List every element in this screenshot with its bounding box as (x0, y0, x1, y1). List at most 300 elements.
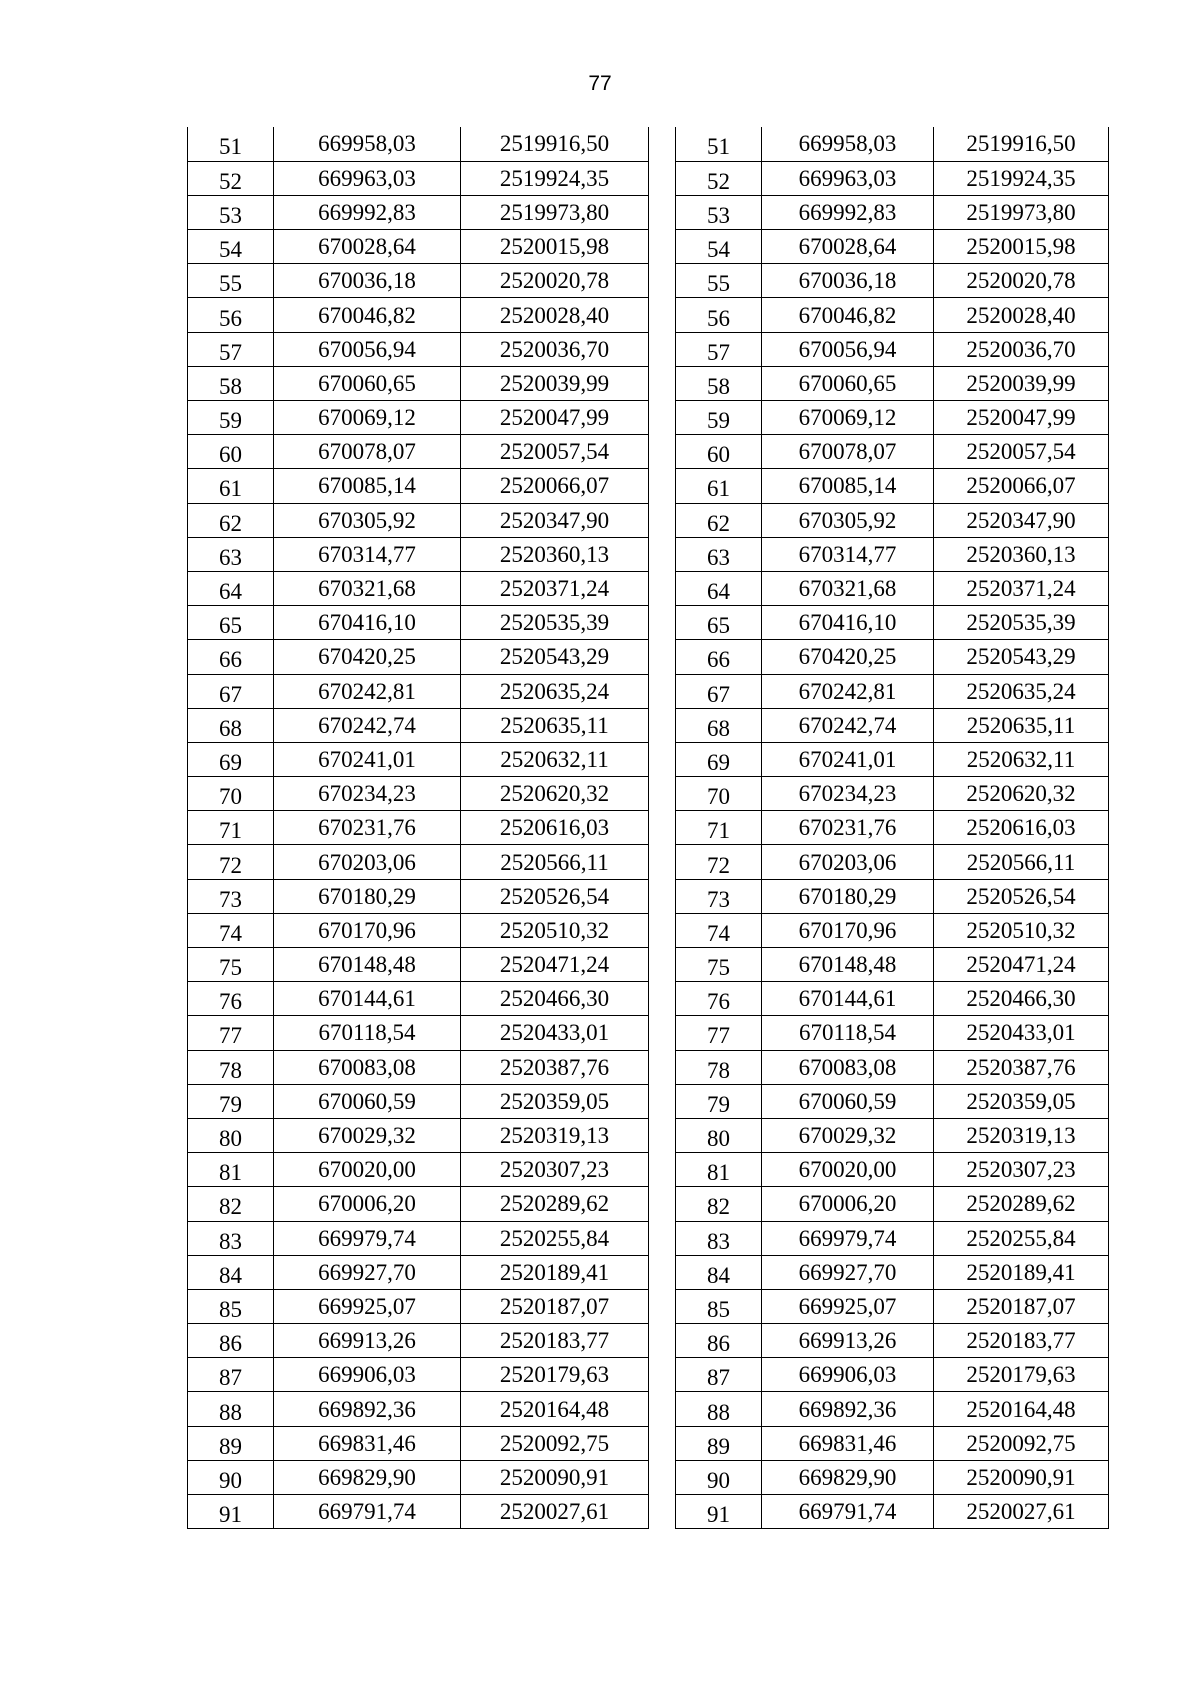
point-number-cell: 66 (188, 640, 274, 674)
x-coordinate-cell: 669925,07 (762, 1289, 934, 1323)
y-coordinate-cell: 2520635,11 (461, 708, 649, 742)
table-row (188, 264, 649, 298)
point-number-cell: 56 (188, 298, 274, 332)
x-coordinate-cell: 669979,74 (762, 1221, 934, 1255)
x-coordinate-cell: 669963,03 (762, 161, 934, 195)
x-coordinate-cell: 670144,61 (274, 982, 461, 1016)
x-coordinate-cell: 670069,12 (274, 401, 461, 435)
y-coordinate-cell: 2520057,54 (461, 435, 649, 469)
point-number-cell: 62 (676, 503, 762, 537)
point-number-cell: 89 (188, 1426, 274, 1460)
y-coordinate-cell: 2519973,80 (461, 195, 649, 229)
y-coordinate-cell: 2520535,39 (461, 606, 649, 640)
y-coordinate-cell: 2520187,07 (461, 1289, 649, 1323)
point-number-cell: 80 (188, 1118, 274, 1152)
table-row (188, 1118, 649, 1152)
y-coordinate-cell: 2520359,05 (461, 1084, 649, 1118)
x-coordinate-cell: 670234,23 (762, 777, 934, 811)
point-number-cell: 81 (676, 1153, 762, 1187)
y-coordinate-cell: 2520289,62 (934, 1187, 1109, 1221)
y-coordinate-cell: 2520090,91 (934, 1460, 1109, 1494)
y-coordinate-cell: 2520289,62 (461, 1187, 649, 1221)
x-coordinate-cell: 669958,03 (762, 127, 934, 161)
table-row (676, 1460, 1109, 1494)
table-row (676, 742, 1109, 776)
table-row (188, 1153, 649, 1187)
y-coordinate-cell: 2520066,07 (934, 469, 1109, 503)
x-coordinate-cell: 669906,03 (762, 1358, 934, 1392)
y-coordinate-cell: 2520036,70 (461, 332, 649, 366)
point-number-cell: 59 (188, 401, 274, 435)
point-number-cell: 56 (676, 298, 762, 332)
x-coordinate-cell: 670006,20 (762, 1187, 934, 1221)
y-coordinate-cell: 2520036,70 (934, 332, 1109, 366)
point-number-cell: 85 (188, 1289, 274, 1323)
y-coordinate-cell: 2520347,90 (461, 503, 649, 537)
point-number-cell: 55 (188, 264, 274, 298)
y-coordinate-cell: 2520319,13 (934, 1118, 1109, 1152)
table-row (676, 1050, 1109, 1084)
table-row (188, 811, 649, 845)
table-row (676, 366, 1109, 400)
y-coordinate-cell: 2520359,05 (934, 1084, 1109, 1118)
y-coordinate-cell: 2520090,91 (461, 1460, 649, 1494)
table-row (676, 845, 1109, 879)
point-number-cell: 77 (676, 1016, 762, 1050)
point-number-cell: 74 (676, 913, 762, 947)
point-number-cell: 59 (676, 401, 762, 435)
x-coordinate-cell: 670241,01 (274, 742, 461, 776)
x-coordinate-cell: 669913,26 (762, 1324, 934, 1358)
y-coordinate-cell: 2520543,29 (934, 640, 1109, 674)
x-coordinate-cell: 669927,70 (274, 1255, 461, 1289)
point-number-cell: 60 (188, 435, 274, 469)
point-number-cell: 52 (188, 161, 274, 195)
table-row (676, 879, 1109, 913)
x-coordinate-cell: 670180,29 (274, 879, 461, 913)
y-coordinate-cell: 2520092,75 (461, 1426, 649, 1460)
table-row (188, 1221, 649, 1255)
point-number-cell: 84 (188, 1255, 274, 1289)
point-number-cell: 80 (676, 1118, 762, 1152)
page-number: 77 (588, 72, 612, 95)
table-row (188, 230, 649, 264)
x-coordinate-cell: 669892,36 (274, 1392, 461, 1426)
x-coordinate-cell: 670078,07 (762, 435, 934, 469)
point-number-cell: 91 (676, 1495, 762, 1529)
x-coordinate-cell: 670170,96 (762, 913, 934, 947)
point-number-cell: 75 (676, 948, 762, 982)
point-number-cell: 91 (188, 1495, 274, 1529)
y-coordinate-cell: 2520020,78 (934, 264, 1109, 298)
table-row (676, 1084, 1109, 1118)
point-number-cell: 82 (188, 1187, 274, 1221)
point-number-cell: 62 (188, 503, 274, 537)
y-coordinate-cell: 2520027,61 (934, 1495, 1109, 1529)
x-coordinate-cell: 670020,00 (274, 1153, 461, 1187)
x-coordinate-cell: 670060,65 (274, 366, 461, 400)
y-coordinate-cell: 2520526,54 (934, 879, 1109, 913)
point-number-cell: 66 (676, 640, 762, 674)
table-row (676, 1187, 1109, 1221)
table-row (676, 640, 1109, 674)
table-row (676, 674, 1109, 708)
x-coordinate-cell: 669831,46 (762, 1426, 934, 1460)
x-coordinate-cell: 670144,61 (762, 982, 934, 1016)
table-row (188, 195, 649, 229)
x-coordinate-cell: 670321,68 (274, 571, 461, 605)
table-row (676, 127, 1109, 161)
y-coordinate-cell: 2519916,50 (934, 127, 1109, 161)
x-coordinate-cell: 670420,25 (274, 640, 461, 674)
y-coordinate-cell: 2520616,03 (461, 811, 649, 845)
table-row (676, 1153, 1109, 1187)
table-row (676, 503, 1109, 537)
y-coordinate-cell: 2520632,11 (461, 742, 649, 776)
table-row (188, 1255, 649, 1289)
y-coordinate-cell: 2520347,90 (934, 503, 1109, 537)
y-coordinate-cell: 2520066,07 (461, 469, 649, 503)
point-number-cell: 71 (676, 811, 762, 845)
x-coordinate-cell: 670060,65 (762, 366, 934, 400)
y-coordinate-cell: 2520179,63 (934, 1358, 1109, 1392)
y-coordinate-cell: 2520183,77 (934, 1324, 1109, 1358)
y-coordinate-cell: 2520371,24 (461, 571, 649, 605)
point-number-cell: 83 (188, 1221, 274, 1255)
y-coordinate-cell: 2520620,32 (461, 777, 649, 811)
point-number-cell: 64 (676, 571, 762, 605)
table-row (676, 537, 1109, 571)
y-coordinate-cell: 2520255,84 (461, 1221, 649, 1255)
x-coordinate-cell: 669958,03 (274, 127, 461, 161)
table-row (188, 1358, 649, 1392)
x-coordinate-cell: 669829,90 (274, 1460, 461, 1494)
table-row (188, 845, 649, 879)
table-row (676, 469, 1109, 503)
coordinates-table-left (187, 127, 649, 1529)
y-coordinate-cell: 2520028,40 (934, 298, 1109, 332)
x-coordinate-cell: 670420,25 (762, 640, 934, 674)
y-coordinate-cell: 2520047,99 (461, 401, 649, 435)
point-number-cell: 73 (676, 879, 762, 913)
x-coordinate-cell: 670314,77 (274, 537, 461, 571)
x-coordinate-cell: 669913,26 (274, 1324, 461, 1358)
table-row (676, 571, 1109, 605)
table-row (188, 879, 649, 913)
table-row (676, 230, 1109, 264)
point-number-cell: 88 (188, 1392, 274, 1426)
x-coordinate-cell: 669925,07 (274, 1289, 461, 1323)
point-number-cell: 54 (188, 230, 274, 264)
point-number-cell: 71 (188, 811, 274, 845)
table-row (188, 1084, 649, 1118)
y-coordinate-cell: 2520566,11 (461, 845, 649, 879)
x-coordinate-cell: 670148,48 (762, 948, 934, 982)
x-coordinate-cell: 670020,00 (762, 1153, 934, 1187)
x-coordinate-cell: 670085,14 (762, 469, 934, 503)
x-coordinate-cell: 670029,32 (274, 1118, 461, 1152)
table-row (188, 982, 649, 1016)
y-coordinate-cell: 2520620,32 (934, 777, 1109, 811)
y-coordinate-cell: 2520028,40 (461, 298, 649, 332)
y-coordinate-cell: 2520020,78 (461, 264, 649, 298)
point-number-cell: 58 (188, 366, 274, 400)
x-coordinate-cell: 670203,06 (762, 845, 934, 879)
point-number-cell: 53 (188, 195, 274, 229)
x-coordinate-cell: 670118,54 (762, 1016, 934, 1050)
table-row (676, 811, 1109, 845)
table-row (188, 298, 649, 332)
table-row (676, 1392, 1109, 1426)
point-number-cell: 88 (676, 1392, 762, 1426)
table-row (188, 161, 649, 195)
table-row (188, 469, 649, 503)
point-number-cell: 53 (676, 195, 762, 229)
table-row (188, 1460, 649, 1494)
point-number-cell: 90 (188, 1460, 274, 1494)
point-number-cell: 69 (188, 742, 274, 776)
x-coordinate-cell: 669992,83 (274, 195, 461, 229)
x-coordinate-cell: 670078,07 (274, 435, 461, 469)
x-coordinate-cell: 670305,92 (274, 503, 461, 537)
x-coordinate-cell: 670416,10 (762, 606, 934, 640)
y-coordinate-cell: 2520466,30 (934, 982, 1109, 1016)
y-coordinate-cell: 2520307,23 (934, 1153, 1109, 1187)
table-row (676, 195, 1109, 229)
x-coordinate-cell: 669791,74 (274, 1495, 461, 1529)
y-coordinate-cell: 2520179,63 (461, 1358, 649, 1392)
point-number-cell: 85 (676, 1289, 762, 1323)
x-coordinate-cell: 670029,32 (762, 1118, 934, 1152)
x-coordinate-cell: 669927,70 (762, 1255, 934, 1289)
x-coordinate-cell: 670046,82 (274, 298, 461, 332)
y-coordinate-cell: 2520371,24 (934, 571, 1109, 605)
point-number-cell: 51 (188, 127, 274, 161)
point-number-cell: 57 (676, 332, 762, 366)
y-coordinate-cell: 2520047,99 (934, 401, 1109, 435)
table-row (188, 674, 649, 708)
point-number-cell: 69 (676, 742, 762, 776)
y-coordinate-cell: 2519973,80 (934, 195, 1109, 229)
x-coordinate-cell: 670028,64 (762, 230, 934, 264)
point-number-cell: 73 (188, 879, 274, 913)
point-number-cell: 89 (676, 1426, 762, 1460)
table-row (188, 503, 649, 537)
x-coordinate-cell: 669892,36 (762, 1392, 934, 1426)
table-row (676, 435, 1109, 469)
point-number-cell: 79 (188, 1084, 274, 1118)
table-row (188, 1187, 649, 1221)
y-coordinate-cell: 2520510,32 (461, 913, 649, 947)
x-coordinate-cell: 670180,29 (762, 879, 934, 913)
y-coordinate-cell: 2520039,99 (461, 366, 649, 400)
table-row (676, 948, 1109, 982)
y-coordinate-cell: 2520015,98 (461, 230, 649, 264)
y-coordinate-cell: 2520189,41 (934, 1255, 1109, 1289)
y-coordinate-cell: 2520387,76 (461, 1050, 649, 1084)
point-number-cell: 76 (676, 982, 762, 1016)
x-coordinate-cell: 670056,94 (274, 332, 461, 366)
point-number-cell: 76 (188, 982, 274, 1016)
point-number-cell: 67 (188, 674, 274, 708)
y-coordinate-cell: 2520471,24 (461, 948, 649, 982)
y-coordinate-cell: 2520510,32 (934, 913, 1109, 947)
table-row (676, 708, 1109, 742)
x-coordinate-cell: 670241,01 (762, 742, 934, 776)
point-number-cell: 70 (676, 777, 762, 811)
y-coordinate-cell: 2520360,13 (934, 537, 1109, 571)
y-coordinate-cell: 2520471,24 (934, 948, 1109, 982)
point-number-cell: 74 (188, 913, 274, 947)
x-coordinate-cell: 670231,76 (274, 811, 461, 845)
y-coordinate-cell: 2519924,35 (461, 161, 649, 195)
y-coordinate-cell: 2520187,07 (934, 1289, 1109, 1323)
point-number-cell: 68 (676, 708, 762, 742)
table-row (188, 640, 649, 674)
table-row (676, 982, 1109, 1016)
point-number-cell: 63 (188, 537, 274, 571)
x-coordinate-cell: 670085,14 (274, 469, 461, 503)
point-number-cell: 72 (188, 845, 274, 879)
point-number-cell: 58 (676, 366, 762, 400)
x-coordinate-cell: 670118,54 (274, 1016, 461, 1050)
y-coordinate-cell: 2520635,11 (934, 708, 1109, 742)
y-coordinate-cell: 2520164,48 (934, 1392, 1109, 1426)
table-row (676, 1118, 1109, 1152)
x-coordinate-cell: 670069,12 (762, 401, 934, 435)
point-number-cell: 87 (676, 1358, 762, 1392)
table-row (188, 332, 649, 366)
table-row (188, 708, 649, 742)
x-coordinate-cell: 669829,90 (762, 1460, 934, 1494)
point-number-cell: 65 (188, 606, 274, 640)
x-coordinate-cell: 670242,81 (274, 674, 461, 708)
x-coordinate-cell: 670242,74 (274, 708, 461, 742)
point-number-cell: 61 (188, 469, 274, 503)
table-row (188, 1289, 649, 1323)
coordinates-table-right (675, 127, 1109, 1529)
table-row (676, 1255, 1109, 1289)
point-number-cell: 60 (676, 435, 762, 469)
point-number-cell: 64 (188, 571, 274, 605)
x-coordinate-cell: 670305,92 (762, 503, 934, 537)
x-coordinate-cell: 670060,59 (762, 1084, 934, 1118)
x-coordinate-cell: 670242,74 (762, 708, 934, 742)
point-number-cell: 78 (676, 1050, 762, 1084)
point-number-cell: 81 (188, 1153, 274, 1187)
x-coordinate-cell: 670170,96 (274, 913, 461, 947)
x-coordinate-cell: 670083,08 (274, 1050, 461, 1084)
point-number-cell: 70 (188, 777, 274, 811)
y-coordinate-cell: 2520307,23 (461, 1153, 649, 1187)
x-coordinate-cell: 670203,06 (274, 845, 461, 879)
y-coordinate-cell: 2519924,35 (934, 161, 1109, 195)
point-number-cell: 90 (676, 1460, 762, 1494)
x-coordinate-cell: 670056,94 (762, 332, 934, 366)
y-coordinate-cell: 2520616,03 (934, 811, 1109, 845)
y-coordinate-cell: 2520632,11 (934, 742, 1109, 776)
table-row (188, 777, 649, 811)
y-coordinate-cell: 2520635,24 (461, 674, 649, 708)
table-row (188, 1392, 649, 1426)
point-number-cell: 79 (676, 1084, 762, 1118)
table-row (676, 401, 1109, 435)
table-row (676, 913, 1109, 947)
table-row (676, 298, 1109, 332)
x-coordinate-cell: 669831,46 (274, 1426, 461, 1460)
table-row (188, 127, 649, 161)
x-coordinate-cell: 670416,10 (274, 606, 461, 640)
y-coordinate-cell: 2520255,84 (934, 1221, 1109, 1255)
x-coordinate-cell: 669906,03 (274, 1358, 461, 1392)
table-row (676, 1016, 1109, 1050)
y-coordinate-cell: 2520183,77 (461, 1324, 649, 1358)
table-row (676, 777, 1109, 811)
x-coordinate-cell: 669791,74 (762, 1495, 934, 1529)
table-row (188, 1495, 649, 1529)
x-coordinate-cell: 670036,18 (762, 264, 934, 298)
point-number-cell: 86 (676, 1324, 762, 1358)
x-coordinate-cell: 670036,18 (274, 264, 461, 298)
table-row (188, 742, 649, 776)
x-coordinate-cell: 670231,76 (762, 811, 934, 845)
table-row (676, 264, 1109, 298)
table-row (676, 1324, 1109, 1358)
table-row (188, 948, 649, 982)
point-number-cell: 86 (188, 1324, 274, 1358)
y-coordinate-cell: 2520543,29 (461, 640, 649, 674)
x-coordinate-cell: 670028,64 (274, 230, 461, 264)
table-row (188, 1324, 649, 1358)
table-row (188, 435, 649, 469)
table-row (188, 1050, 649, 1084)
y-coordinate-cell: 2520360,13 (461, 537, 649, 571)
table-row (676, 1495, 1109, 1529)
table-row (188, 537, 649, 571)
y-coordinate-cell: 2520466,30 (461, 982, 649, 1016)
point-number-cell: 77 (188, 1016, 274, 1050)
table-row (188, 571, 649, 605)
y-coordinate-cell: 2520387,76 (934, 1050, 1109, 1084)
point-number-cell: 84 (676, 1255, 762, 1289)
point-number-cell: 63 (676, 537, 762, 571)
table-row (676, 332, 1109, 366)
table-row (676, 1289, 1109, 1323)
y-coordinate-cell: 2520566,11 (934, 845, 1109, 879)
table-row (188, 1426, 649, 1460)
table-row (188, 401, 649, 435)
point-number-cell: 55 (676, 264, 762, 298)
y-coordinate-cell: 2520319,13 (461, 1118, 649, 1152)
point-number-cell: 68 (188, 708, 274, 742)
x-coordinate-cell: 670314,77 (762, 537, 934, 571)
point-number-cell: 83 (676, 1221, 762, 1255)
x-coordinate-cell: 670321,68 (762, 571, 934, 605)
y-coordinate-cell: 2520015,98 (934, 230, 1109, 264)
x-coordinate-cell: 670148,48 (274, 948, 461, 982)
table-row (676, 1358, 1109, 1392)
table-row (188, 1016, 649, 1050)
y-coordinate-cell: 2519916,50 (461, 127, 649, 161)
point-number-cell: 65 (676, 606, 762, 640)
point-number-cell: 54 (676, 230, 762, 264)
x-coordinate-cell: 669963,03 (274, 161, 461, 195)
y-coordinate-cell: 2520433,01 (461, 1016, 649, 1050)
point-number-cell: 78 (188, 1050, 274, 1084)
y-coordinate-cell: 2520039,99 (934, 366, 1109, 400)
y-coordinate-cell: 2520433,01 (934, 1016, 1109, 1050)
point-number-cell: 57 (188, 332, 274, 366)
